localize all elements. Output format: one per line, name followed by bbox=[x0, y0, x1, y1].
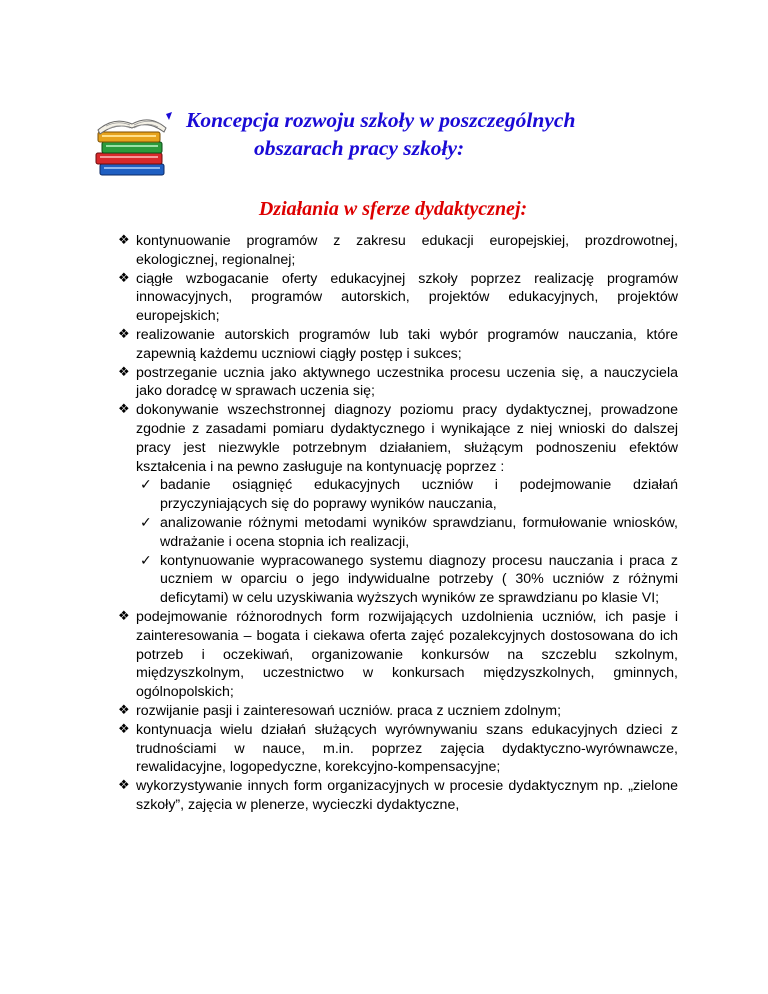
title-line-2: obszarach pracy szkoły: bbox=[254, 136, 465, 160]
list-item-text: dokonywanie wszechstronnej diagnozy poziomu pracy dydaktycznej, prowadzone zgodnie z zasadami pomiaru dydaktycznego i wynikające z niej wnioski do dalszej pracy jest niezwykle potrzebnym działaniem, służącym podnoszeniu efektów kształcenia i na pewno zasługuje na kontynuację poprzez : bbox=[136, 402, 678, 475]
list-item: ❖ ciągłe wzbogacanie oferty edukacyjnej szkoły poprzez realizację programów innowacyjnych, programów autorskich, projektów edukacyjnych, projektów europejskich; bbox=[112, 270, 678, 326]
list-item-with-sublist bbox=[112, 401, 678, 608]
check-item: ✓ kontynuowanie wypracowanego systemu diagnozy procesu nauczania i praca z uczniem w oparciu o jego indywidualne potrzeby ( 30% uczniów z różnymi deficytami) w celu uzyskiwania wyższych wyników ze sprawdzianu po klasie VI; bbox=[136, 552, 678, 608]
list-item: ❖ podejmowanie różnorodnych form rozwijających uzdolnienia uczniów, ich pasje i zainteresowania – bogata i ciekawa oferta zajęć pozalekcyjnych dostosowana do ich potrzeb i oczekiwań, organizowanie konkursów na szczeblu szkolnym, międzyszkolnym, uczestnictwo w konkursach międzyszkolnych, gminnych, ogólnopolskich; bbox=[112, 608, 678, 702]
list-item: ❖ rozwijanie pasji i zainteresowań uczniów. praca z uczniem zdolnym; bbox=[112, 702, 678, 721]
document-title bbox=[186, 106, 706, 162]
content-body bbox=[112, 232, 678, 815]
check-item: ✓ analizowanie różnymi metodami wyników sprawdzianu, formułowanie wniosków, wdrażanie i ocena stopnia ich realizacji, bbox=[136, 514, 678, 552]
section-title: Działania w sferze dydaktycznej: bbox=[258, 198, 528, 220]
list-item: ❖ postrzeganie ucznia jako aktywnego uczestnika procesu uczenia się, a nauczyciela jako doradcę w sprawach uczenia się; bbox=[112, 364, 678, 402]
check-item: ✓ badanie osiągnięć edukacyjnych uczniów i podejmowanie działań przyczyniających się do poprawy wyników nauczania, bbox=[136, 476, 678, 514]
bullet-list bbox=[112, 232, 678, 815]
check-list bbox=[136, 476, 678, 608]
list-item: ❖ kontynuacja wielu działań służących wyrównywaniu szans edukacyjnych dzieci z trudnościami w nauce, m.in. poprzez zajęcia dydaktyczno-wyrównawcze, rewalidacyjne, logopedyczne, korekcyjno-kompensacyjne; bbox=[112, 721, 678, 777]
list-item: ❖ kontynuowanie programów z zakresu edukacji europejskiej, prozdrowotnej, ekologicznej, regionalnej; bbox=[112, 232, 678, 270]
books-icon bbox=[92, 110, 172, 178]
header bbox=[92, 106, 712, 176]
list-item: ❖ realizowanie autorskich programów lub taki wybór programów nauczania, które zapewnią każdemu uczniowi ciągły postęp i sukces; bbox=[112, 326, 678, 364]
list-item: ❖ wykorzystywanie innych form organizacyjnych w procesie dydaktycznym np. „zielone szkoły”, zajęcia w plenerze, wycieczki dydaktyczne, bbox=[112, 777, 678, 815]
title-line-1: Koncepcja rozwoju szkoły w poszczególnych bbox=[186, 108, 576, 132]
